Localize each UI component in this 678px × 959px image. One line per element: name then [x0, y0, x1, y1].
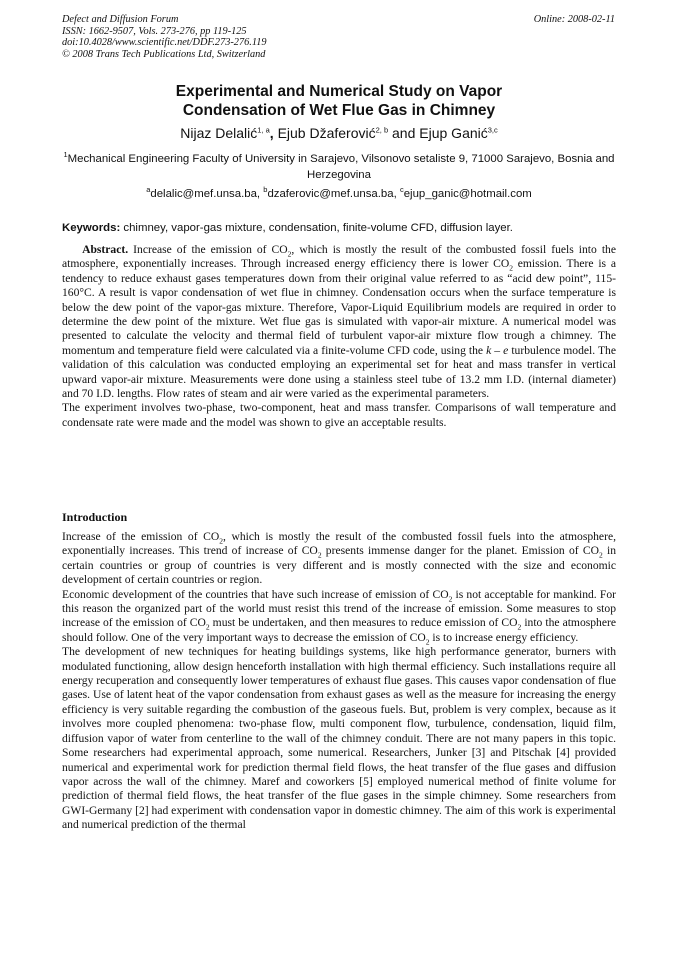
email-separator: ,	[393, 188, 400, 200]
affiliation-text: Mechanical Engineering Faculty of University in Sarajevo, Vilsonovo setaliste 9, 71000 Sarajevo, Bosnia and Herzegovina	[67, 153, 615, 181]
author-list	[62, 124, 616, 142]
introduction-section	[62, 530, 616, 833]
keywords-text: chimney, vapor-gas mixture, condensation, finite-volume CFD, diffusion layer.	[123, 222, 513, 234]
paper-title	[62, 82, 616, 120]
abstract-paragraph-2: The experiment involves two-phase, two-component, heat and mass transfer. Comparisons of wall temperature and condensate rate were made and the model was shown to give an acceptable results.	[62, 401, 616, 429]
author-name: Ejup Ganić	[419, 125, 488, 141]
email-separator: ,	[256, 188, 264, 200]
title-line-1: Experimental and Numerical Study on Vapor	[175, 83, 503, 100]
author-superscript: 1, a	[257, 125, 270, 135]
abstract-section	[62, 243, 616, 430]
author-name: Nijaz Delalić	[180, 125, 258, 141]
issn-line: ISSN: 1662-9507, Vols. 273-276, pp 119-125	[62, 25, 247, 37]
copyright-line: © 2008 Trans Tech Publications Ltd, Switzerland	[62, 48, 266, 60]
email-address[interactable]: dzaferovic@mef.unsa.ba	[267, 188, 394, 200]
title-line-2: Condensation of Wet Flue Gas in Chimney	[182, 102, 496, 119]
abstract-label: Abstract.	[82, 243, 129, 256]
affiliation	[62, 151, 616, 183]
abstract-paragraph-1: Abstract. Increase of the emission of $CO_2$, which is mostly the result of the combusted fossil fuels into the atmosphere, exponentially increases. Through increased energy efficiency there is lower $CO_2$ emission. There is a tendency to reduce exhaust gases temperatures down from their original value referred to as “acid dew point”, 115-160°C. A result is vapor condensation of wet flue in chimney. Condensation occurs when the surface temperature is below the dew point of the vapor-gas mixture. Therefore, Vapor-Liquid Equilibrium models are required in order to determine the dew point of the mixture. Wet flue gas is simulated with vapor-air mixture. A numerical model was presented to calculate the velocity and thermal field of turbulent vapor-air mixture flow trough a chimney. The momentum and temperature field were calculated via a finite-volume CFD code, using the k – e turbulence model. The validation of this calculation was conducted employing an experimental set for heat and mass transfer in vertical upward vapor-air mixture. Measurements were done using a stainless steel tube of 13.2 mm I.D. (internal diameter) and 70 I.D. lengths. Flow rates of steam and air were varied as the experimental parameters.	[62, 243, 617, 401]
keywords-label: Keywords:	[62, 222, 121, 234]
author-separator: and	[388, 125, 420, 141]
intro-paragraph-2: Economic development of the countries that have such increase of emission of $CO_2$ is not acceptable for mankind. For this reason the organized part of the world must resist this trend of the increase of emission. Some measures to stop increase of the emission of $CO_2$ must be undertaken, and then measures to reduce emission of $CO_2$ into the atmosphere should follow. One of the very important ways to decrease the emission of $CO_2$ is to increase energy efficiency.	[62, 587, 617, 647]
email-superscript: b	[263, 185, 268, 195]
intro-paragraph-3: The development of new techniques for heating buildings systems, like high performance generator, burners with modulated functioning, allow design henceforth installation with high thermal efficiency. Such installations require all energy recuperation and consequently lower temperatures of exhaust flue gases. This causes vapor condensation of flue gases. Use of latent heat of the vapor condensation from exhaust gases as well as the measure for increasing the energy efficiency is very suitable regarding the combustion of the gaseous fuels. But, problem is very complex, because as it involves more coupled phenomena: two-phase flow, multi component flow, turbulence, condensation, liquid film, diffusion vapor of water from centerline to the wall of the chimney conduit. There are not many papers in this topic. Some researchers had experimental approach, some numerical. Researchers, Junker [3] and Pitschak [4] provided numerical and experimental work for prediction thermal field flows, the heat transfer of the flue gases and diffusion vapor across the wall of the chimney. Maref and coworkers [5] employed numerical method of finite volume for prediction of thermal field flows, the heat transfer of the flue gases in the simple chimney. Some researchers from GWI-Germany [2] had experiment with condensation vapor in domestic chimney. The aim of this work is experimental and numerical prediction of the thermal	[62, 645, 616, 832]
section-heading-introduction: Introduction	[62, 510, 128, 524]
author-separator: ,	[269, 125, 278, 141]
email-address[interactable]: delalic@mef.unsa.ba	[150, 188, 257, 200]
journal-name: Defect and Diffusion Forum	[62, 14, 179, 25]
online-date: Online: 2008-02-11	[533, 14, 615, 25]
email-superscript: c	[399, 185, 404, 195]
intro-paragraph-1: Increase of the emission of $CO_2$, which is mostly the result of the combusted fossil fuels into the atmosphere, exponentially increases. This trend of increase of $CO_2$ presents immense danger for the planet. Emission of $CO_2$ in certain countries or group of countries is very different and is mostly connected with the size and economic development of certain countries or region.	[62, 530, 616, 587]
author-superscript: 3,c	[487, 125, 498, 135]
affiliation-superscript: 1	[63, 150, 68, 160]
email-list	[62, 187, 616, 201]
email-address[interactable]: ejup_ganic@hotmail.com	[403, 188, 532, 200]
doi-line[interactable]: doi:10.4028/www.scientific.net/DDF.273-276.119	[62, 37, 267, 48]
author-name: Ejub Džaferović	[277, 125, 376, 141]
author-superscript: 2, b	[375, 125, 389, 135]
email-superscript: a	[146, 185, 151, 195]
keywords-line	[62, 221, 616, 235]
journal-header	[62, 14, 267, 60]
